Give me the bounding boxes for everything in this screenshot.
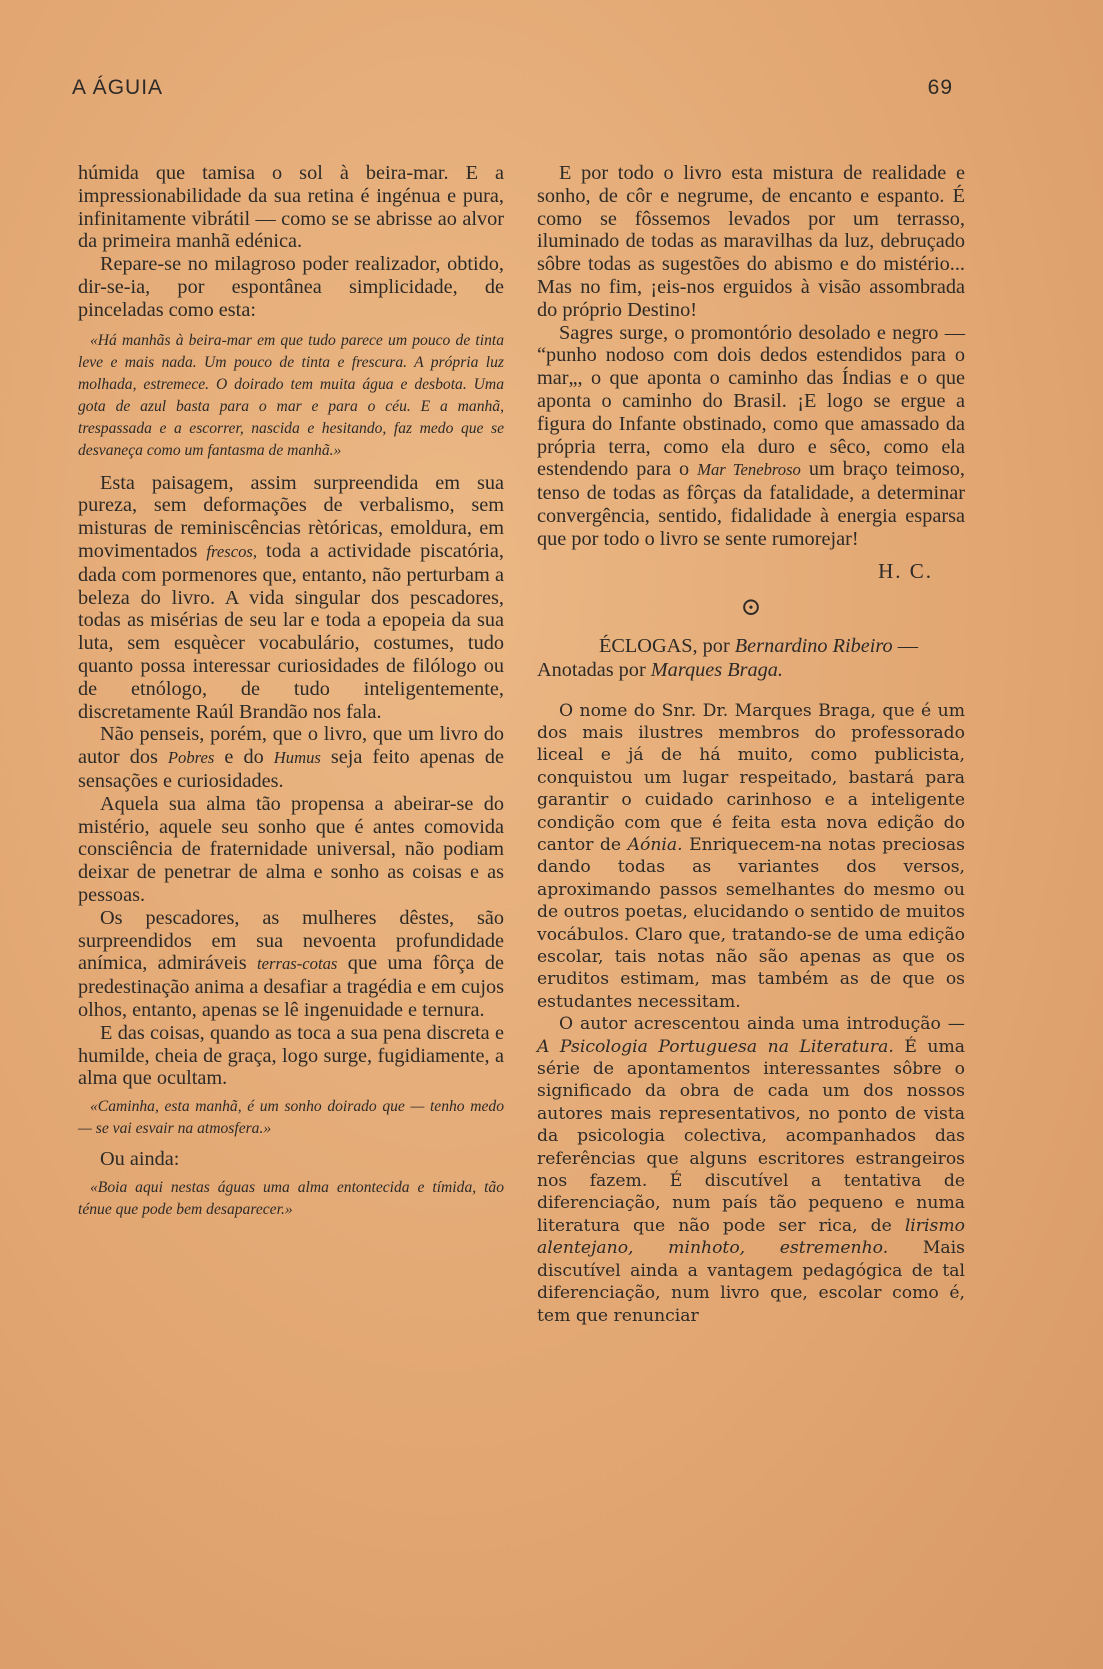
- quotation: «Boia aqui nestas águas uma alma entontecida e tímida, tão ténue que pode bem desaparecer.»: [78, 1178, 504, 1218]
- paragraph: O autor acrescentou ainda uma introdução — A Psicologia Portuguesa na Literatura. É uma série de apontamentos interessantes sôbre o significado da obra de cada um dos nossos autores mais representativos, no ponto de vista da psicologia colectiva, acompanhados das referências que alguns escritores estrangeiros nos fazem. É discutível a tentativa de diferenciação, num país tão pequeno e numa literatura que não pode ser rica, de lirismo alentejano, minhoto, estremenho. Mais discutível ainda a vantagem pedagógica de tal diferenciação, num livro que, escolar como é, tem que renunciar: [537, 1014, 965, 1326]
- italic-term: Mar Tenebroso: [697, 460, 801, 480]
- right-column: [537, 162, 965, 1327]
- italic-term: Aónia.: [627, 834, 683, 855]
- signature: H. C.: [878, 558, 933, 583]
- quotation: «Há manhãs à beira-mar em que tudo parece um pouco de tinta leve e mais nada. Um pouco de tinta e frescura. A própria luz molhada, estremece. O doirado tem muita água e desbota. Uma gota de azul basta para o mar e para o céu. E a manhã, trespassada e a escorrer, nascida e hesitando, faz medo que se desvaneça como um fantasma de manhã.»: [78, 331, 504, 459]
- paragraph: húmida que tamisa o sol à beira-mar. E a impressionabilidade da sua retina é ingénua e pura, infinitamente vibrátil — como se se abrisse ao alvor da primeira manhã edénica.: [78, 162, 504, 253]
- review-editor: Marques Braga.: [650, 658, 783, 681]
- left-column: [78, 162, 504, 1229]
- section-ornament: ⊙: [740, 593, 762, 621]
- paragraph: O nome do Snr. Dr. Marques Braga, que é um dos mais ilustres membros do professorado liceal e já de há muito, como publicista, conquistou um lugar respeitado, bastará para garantir o cuidado carinhoso e a inteligente condição com que é feita esta nova edição do cantor de Aónia. Enriquecem-na notas preciosas dando todas as variantes dos versos, aproximando passos semelhantes do mesmo ou de outros poetas, elucidando o sentido de muitos vocábulos. Claro que, tratando-se de uma edição escolar, tais notas não são apenas as que os eruditos estimam, mas também as de que os estudantes necessitam.: [537, 700, 965, 1012]
- paragraph: Os pescadores, as mulheres dêstes, são surpreendidos em sua nevoenta profundidade anímica, admiráveis terras-cotas que uma fôrça de predestinação anima a desafiar a tragédia e em cujos olhos, entanto, apenas se lê ingenuidade e ternura.: [78, 906, 504, 1021]
- paragraph: E das coisas, quando as toca a sua pena discreta e humilde, cheia de graça, logo surge, fugidiamente, a alma que ocultam.: [78, 1021, 504, 1090]
- page-number: 69: [927, 76, 953, 99]
- italic-title: A Psicologia Portuguesa na Literatura.: [537, 1036, 894, 1057]
- italic-term: terras-cotas: [257, 954, 338, 974]
- paragraph: E por todo o livro esta mistura de realidade e sonho, de côr e negrume, de encanto e espanto. É como se fôssemos levados por um terrasso, iluminado de todas as maravilhas da luz, debruçado sôbre todas as sugestões do abismo e do mistério... Mas no fim, ¡eis-nos erguidos à visão assombrada do próprio Destino!: [537, 162, 965, 321]
- paragraph: Repare-se no milagroso poder realizador, obtido, dir-se-ia, por espontânea simplicidade, de pinceladas como esta:: [78, 253, 504, 321]
- paragraph: Sagres surge, o promontório desolado e negro — “punho nodoso com dois dedos estendidos para o mar„, o que aponta o caminho das Índias e o que aponta o caminho do Brasil. ¡E logo se ergue a figura do Infante obstinado, como que amassado da própria terra, como ela duro e sêco, como ela estendendo para o Mar Tenebroso um braço teimoso, tenso de todas as fôrças da fatalidade, a determinar convergência, sentido, fidalidade à energia esparsa que por todo o livro se sente rumorejar!: [537, 321, 965, 550]
- italic-title: Pobres: [167, 748, 215, 768]
- italic-title: Humus: [273, 748, 321, 768]
- paragraph: Esta paisagem, assim surpreendida em sua pureza, sem deformações de verbalismo, sem misturas de reminiscências rètóricas, emoldura, em movimentados frescos, toda a actividade piscatória, dada com pormenores que, entanto, não perturbam a beleza do livro. A vida singular dos pescadores, todas as misérias de seu lar e toda a epopeia da sua luta, sem esquècer vocabulário, costumes, tudo quanto possa interessar curiosidades de filólogo ou de etnólogo, de tudo inteligentemente, discretamente Raúl Brandão nos fala.: [78, 471, 504, 723]
- running-title: A ÁGUIA: [72, 76, 164, 99]
- paragraph: Ou ainda:: [100, 1148, 180, 1171]
- italic-term: frescos,: [206, 541, 258, 561]
- quotation: «Caminha, esta manhã, é um sonho doirado que — tenho medo — se vai esvair na atmosfera.»: [78, 1098, 504, 1138]
- review-heading: ÉCLOGAS, por Bernardino Ribeiro — Anotadas por Marques Braga.: [537, 634, 919, 681]
- paragraph: Não penseis, porém, que o livro, que um livro do autor dos Pobres e do Humus seja feito apenas de sensações e curiosidades.: [78, 723, 504, 792]
- italic-term: lirismo alentejano, minhoto, estremenho.: [537, 1215, 965, 1259]
- paragraph: Aquela sua alma tão propensa a abeirar-se do mistério, aquele seu sonho que é antes comovida consciência de fraternidade universal, não podiam deixar de penetrar de alma e sonho as coisas e as pessoas.: [78, 792, 504, 906]
- review-author: Bernardino Ribeiro: [734, 634, 893, 657]
- page-header: [72, 76, 953, 106]
